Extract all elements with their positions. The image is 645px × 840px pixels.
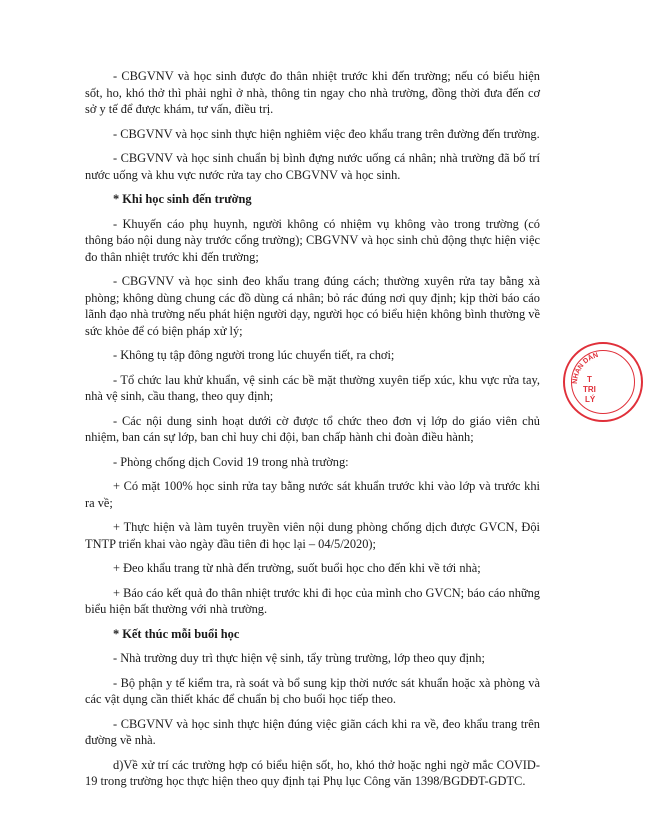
paragraph-handling-cases: d)Về xử trí các trường hợp có biểu hiện sốt, ho, khó thở hoặc nghi ngờ mắc COVID-19 trong trường học thực hiện theo quy định tại Phụ lục Công văn 1398/BGDĐT-GDTC.	[85, 757, 540, 788]
paragraph-no-gathering: - Không tụ tập đông người trong lúc chuyển tiết, ra chơi;	[113, 348, 395, 362]
paragraph-water-bottle: - CBGVNV và học sinh chuẩn bị bình đựng nước uống cá nhân; nhà trường đã bố trí nước uống và khu vực nước rửa tay cho CBGVNV và học sinh.	[85, 151, 540, 182]
paragraph-disinfection: - Tổ chức lau khử khuẩn, vệ sinh các bề mặt thường xuyên tiếp xúc, khu vực rửa tay, nhà vệ sinh, cầu thang, theo quy định;	[85, 372, 540, 403]
seal-lettering-icon	[565, 344, 645, 424]
svg-text:T: T	[587, 375, 592, 384]
paragraph-parents-advice: - Khuyến cáo phụ huynh, người không có nhiệm vụ không vào trong trường (có thông báo nội dung này trước cổng trường); CBGVNV và học sinh chủ động thực hiện việc đo thân nhiệt trước khi đến trường;	[85, 216, 540, 264]
official-seal-stamp	[563, 342, 643, 422]
paragraph-mask-all-day: + Đeo khẩu trang từ nhà đến trường, suốt buổi học cho đến khi về tới nhà;	[113, 561, 481, 575]
paragraph-temperature-check: - CBGVNV và học sinh được đo thân nhiệt trước khi đến trường; nếu có biểu hiện sốt, ho, khó thở thì phải nghỉ ở nhà, thông tin ngay cho nhà trường, đồng thời đưa đến cơ sở y tế để được khám, tư vấn, điều trị.	[85, 69, 540, 116]
heading-arrival: * Khi học sinh đến trường	[113, 192, 252, 206]
paragraph-propaganda: + Thực hiện và làm tuyên truyền viên nội dung phòng chống dịch được GVCN, Đội TNTP triển khai vào ngày đầu tiên đi học lại – 04/5/2020);	[85, 520, 540, 551]
paragraph-medical-check: - Bộ phận y tế kiểm tra, rà soát và bổ sung kịp thời nước sát khuẩn hoặc xà phòng và các vật dụng cần thiết khác để chuẩn bị cho buổi học tiếp theo.	[85, 675, 540, 706]
paragraph-hygiene: - Nhà trường duy trì thực hiện vệ sinh, tẩy trùng trường, lớp theo quy định;	[113, 651, 485, 665]
svg-text:NHÂN DÂN: NHÂN DÂN	[571, 351, 600, 385]
svg-text:TRI: TRI	[583, 385, 596, 394]
paragraph-report-temperature: + Báo cáo kết quả đo thân nhiệt trước khi đi học của mình cho GVCN; báo cáo những biểu hiện bất thường với nhà trường.	[85, 585, 540, 616]
paragraph-mask-on-way: - CBGVNV và học sinh thực hiện nghiêm việc đeo khẩu trang trên đường đến trường.	[113, 126, 540, 141]
paragraph-distancing: - CBGVNV và học sinh thực hiện đúng việc giãn cách khi ra về, đeo khẩu trang trên đường về nhà.	[85, 716, 540, 747]
document-body	[85, 68, 540, 790]
heading-end-of-session: * Kết thúc mỗi buổi học	[113, 626, 240, 641]
paragraph-sanitizer: + Có mặt 100% học sinh rửa tay bằng nước sát khuẩn trước khi vào lớp và trước khi ra về;	[85, 479, 540, 510]
paragraph-mask-handwash: - CBGVNV và học sinh đeo khẩu trang đúng cách; thường xuyên rửa tay bằng xà phòng; không dùng chung các đồ dùng cá nhân; bỏ rác đúng nơi quy định; kịp thời báo cáo lãnh đạo nhà trường nếu phát hiện người dạy, người học có biểu hiện không bình thường về sức khỏe để có biện pháp xử lý;	[85, 274, 540, 338]
paragraph-flag-activities: - Các nội dung sinh hoạt dưới cờ được tổ chức theo đơn vị lớp do giáo viên chủ nhiệm, ban cán sự lớp, ban chỉ huy chi đội, ban chấp hành chi đoàn điều hành;	[85, 413, 540, 444]
svg-text:LÝ: LÝ	[585, 395, 596, 404]
paragraph-covid-prevention: - Phòng chống dịch Covid 19 trong nhà trường:	[113, 454, 349, 469]
